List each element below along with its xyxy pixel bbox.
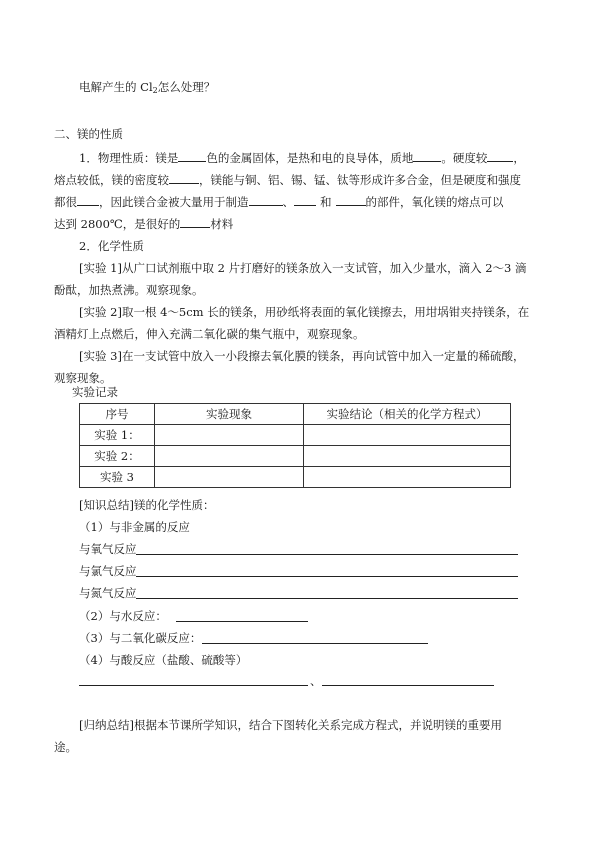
exp1-line-2: 酚酞，加热煮沸。观察现象。 bbox=[54, 283, 204, 297]
chlorine-answer-line[interactable] bbox=[136, 576, 518, 577]
exp3-line-1: [实验 3]在一支试管中放入一小段擦去氧化膜的镁条，再向试管中加入一定量的稀硫酸， bbox=[79, 349, 525, 363]
exp3-line-2: 观察现象。 bbox=[54, 371, 112, 385]
cl2-question-pre: 电解产生的 Cl bbox=[79, 80, 153, 94]
physical-4a: 达到 2800℃，是很好的 bbox=[54, 217, 181, 231]
table-header-conclusion: 实验结论（相关的化学方程式） bbox=[304, 404, 511, 425]
physical-4b: 材料 bbox=[210, 217, 234, 231]
blank-use-3[interactable] bbox=[336, 194, 366, 206]
table-cell-conclusion[interactable] bbox=[304, 425, 511, 446]
summary-title: [知识总结]镁的化学性质： bbox=[79, 498, 215, 512]
physical-2a: 熔点较低，镁的密度较 bbox=[54, 173, 169, 187]
physical-3d: 和 bbox=[320, 195, 332, 209]
table-cell-phenomenon[interactable] bbox=[155, 425, 304, 446]
cl2-question-post: 怎么处理？ bbox=[157, 80, 216, 94]
table-cell-phenomenon[interactable] bbox=[155, 446, 304, 467]
summary-item-1: （1）与非金属的反应 bbox=[79, 520, 190, 534]
physical-line-1: 1．物理性质：镁是 色的金属固体，是热和电的良导体，质地 。硬度较 ， bbox=[79, 151, 525, 165]
exp2-line-2: 酒精灯上点燃后，伸入充满二氧化碳的集气瓶中，观察现象。 bbox=[54, 327, 365, 341]
physical-1c: 。硬度较 bbox=[441, 151, 488, 165]
table-row bbox=[80, 425, 511, 446]
blank-hardness[interactable] bbox=[487, 150, 513, 162]
summary-item-3: （3）与二氧化碳反应： bbox=[79, 631, 202, 645]
blank-color[interactable] bbox=[178, 150, 206, 162]
blank-density[interactable] bbox=[169, 172, 199, 184]
table-header-index: 序号 bbox=[80, 404, 155, 425]
table-row-label: 实验 2： bbox=[80, 446, 155, 467]
physical-line-4 bbox=[54, 216, 233, 232]
cl2-question bbox=[79, 79, 215, 99]
oxygen-label: 与氧气反应 bbox=[79, 542, 137, 556]
acid-answer-line-2[interactable] bbox=[322, 685, 494, 686]
conclusion-line-2: 途。 bbox=[54, 740, 77, 754]
exp2-line-1: [实验 2]取一根 4～5cm 长的镁条，用砂纸将表面的氧化镁擦去，用坩埚钳夹持镁条，在 bbox=[79, 305, 530, 319]
table-header-phenomenon: 实验现象 bbox=[155, 404, 304, 425]
table-cell-conclusion[interactable] bbox=[304, 467, 511, 488]
physical-3a: 都很 bbox=[54, 195, 77, 209]
blank-material[interactable] bbox=[180, 216, 210, 228]
blank-use-1[interactable] bbox=[249, 194, 283, 206]
nitrogen-label: 与氮气反应 bbox=[79, 586, 137, 600]
conclusion-line-1: [归纳总结]根据本节课所学知识，结合下图转化关系完成方程式，并说明镁的重要用 bbox=[79, 718, 502, 732]
acid-separator: 、 bbox=[310, 674, 322, 688]
summary-item-4: （4）与酸反应（盐酸、硫酸等） bbox=[79, 653, 248, 667]
table-header-row bbox=[80, 404, 511, 425]
physical-2b: ，镁能与铜、铝、锡、锰、钛等形成许多合金，但是硬度和强度 bbox=[199, 173, 521, 187]
chlorine-label: 与氯气反应 bbox=[79, 564, 137, 578]
physical-1a: 1．物理性质：镁是 bbox=[79, 151, 179, 165]
acid-answer-line-1[interactable] bbox=[79, 685, 308, 686]
table-row bbox=[80, 467, 511, 488]
physical-1b: 色的金属固体，是热和电的良导体，质地 bbox=[206, 151, 414, 165]
blank-strength[interactable] bbox=[77, 194, 99, 206]
record-table bbox=[79, 403, 511, 488]
physical-line-3 bbox=[54, 194, 504, 210]
blank-texture[interactable] bbox=[413, 150, 441, 162]
nitrogen-answer-line[interactable] bbox=[136, 598, 518, 599]
record-title: 实验记录 bbox=[72, 385, 118, 399]
co2-answer-line[interactable] bbox=[202, 643, 428, 644]
physical-3c: 、 bbox=[282, 195, 294, 209]
physical-3b: ，因此镁合金被大量用于制造 bbox=[99, 195, 249, 209]
chemical-title: 2．化学性质 bbox=[79, 239, 144, 253]
summary-item-2: （2）与水反应： bbox=[79, 609, 167, 623]
blank-use-2[interactable] bbox=[294, 194, 316, 206]
physical-line-2 bbox=[54, 172, 521, 188]
oxygen-answer-line[interactable] bbox=[136, 554, 518, 555]
table-row bbox=[80, 446, 511, 467]
table-cell-conclusion[interactable] bbox=[304, 446, 511, 467]
section-title: 二、镁的性质 bbox=[54, 127, 123, 141]
cl2-subscript: 2 bbox=[152, 86, 158, 95]
exp1-line-1: [实验 1]从广口试剂瓶中取 2 片打磨好的镁条放入一支试管，加入少量水，滴入 2～3 滴 bbox=[79, 261, 527, 275]
water-answer-line[interactable] bbox=[176, 621, 308, 622]
table-cell-phenomenon[interactable] bbox=[155, 467, 304, 488]
table-row-label: 实验 3 bbox=[80, 467, 155, 488]
physical-3e: 的部件，氧化镁的熔点可以 bbox=[365, 195, 504, 209]
table-row-label: 实验 1： bbox=[80, 425, 155, 446]
